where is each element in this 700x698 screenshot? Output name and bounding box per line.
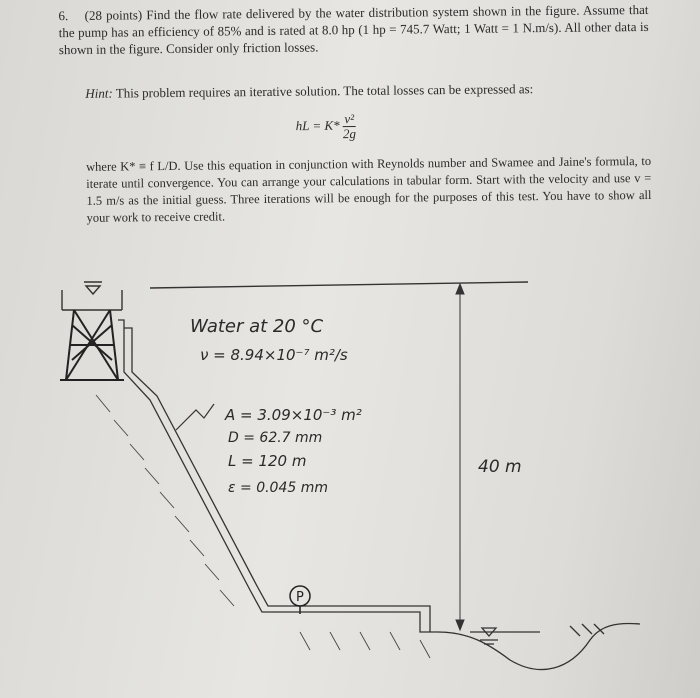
length-label: L = 120 m xyxy=(228,452,307,470)
hint-text: This problem requires an iterative solution. The total losses can be expressed as: xyxy=(115,81,534,101)
equation-fraction xyxy=(343,112,356,141)
loss-equation xyxy=(296,112,357,142)
pipe xyxy=(118,320,438,632)
water-label: Water at 20 °C xyxy=(190,316,324,337)
diameter-label: D = 62.7 mm xyxy=(228,430,323,446)
problem-statement xyxy=(58,1,649,58)
handwritten-annotations xyxy=(190,316,362,496)
equation-denominator: 2g xyxy=(342,126,357,142)
problem-number: 6. xyxy=(58,8,69,24)
equation-lhs: hL = K* xyxy=(295,117,340,134)
leader-line xyxy=(176,404,214,430)
pump-label: P xyxy=(296,590,304,605)
equation-numerator: v² xyxy=(344,111,355,127)
tower-structure xyxy=(60,310,124,380)
where-paragraph: where K* ≡ f L/D. Use this equation in conjunction with Reynolds number and Swamee and Jaine's formula, to iterate until convergence. You can arrange your calculations in tabular form. Start with the velocity and use v = 1.5 m/s as the initial guess. Three iterations will be enough for the purposes of this test. You have to show all your work to receive credit. xyxy=(86,153,652,225)
upper-reservoir xyxy=(62,282,528,310)
system-diagram xyxy=(0,260,700,698)
area-label: A = 3.09×10⁻³ m² xyxy=(225,406,362,424)
hint-paragraph xyxy=(85,79,650,102)
hint-label: Hint: xyxy=(85,85,113,101)
lower-reservoir xyxy=(438,624,640,670)
height-label: 40 m xyxy=(478,457,522,477)
roughness-label: ε = 0.045 mm xyxy=(228,480,329,496)
problem-text: (28 points) Find the flow rate delivered by the water distribution system shown in the figure. Assume that the pump has an efficiency of 85% and is rated at 8.0 hp (1 hp = 745.7 Watt; 1 Watt = 1 N.m/s). All other data is shown in the figure. Consider only friction losses. xyxy=(58,1,649,58)
pump-symbol xyxy=(290,586,310,614)
height-dimension xyxy=(456,284,464,630)
viscosity-label: ν = 8.94×10⁻⁷ m²/s xyxy=(200,346,348,364)
